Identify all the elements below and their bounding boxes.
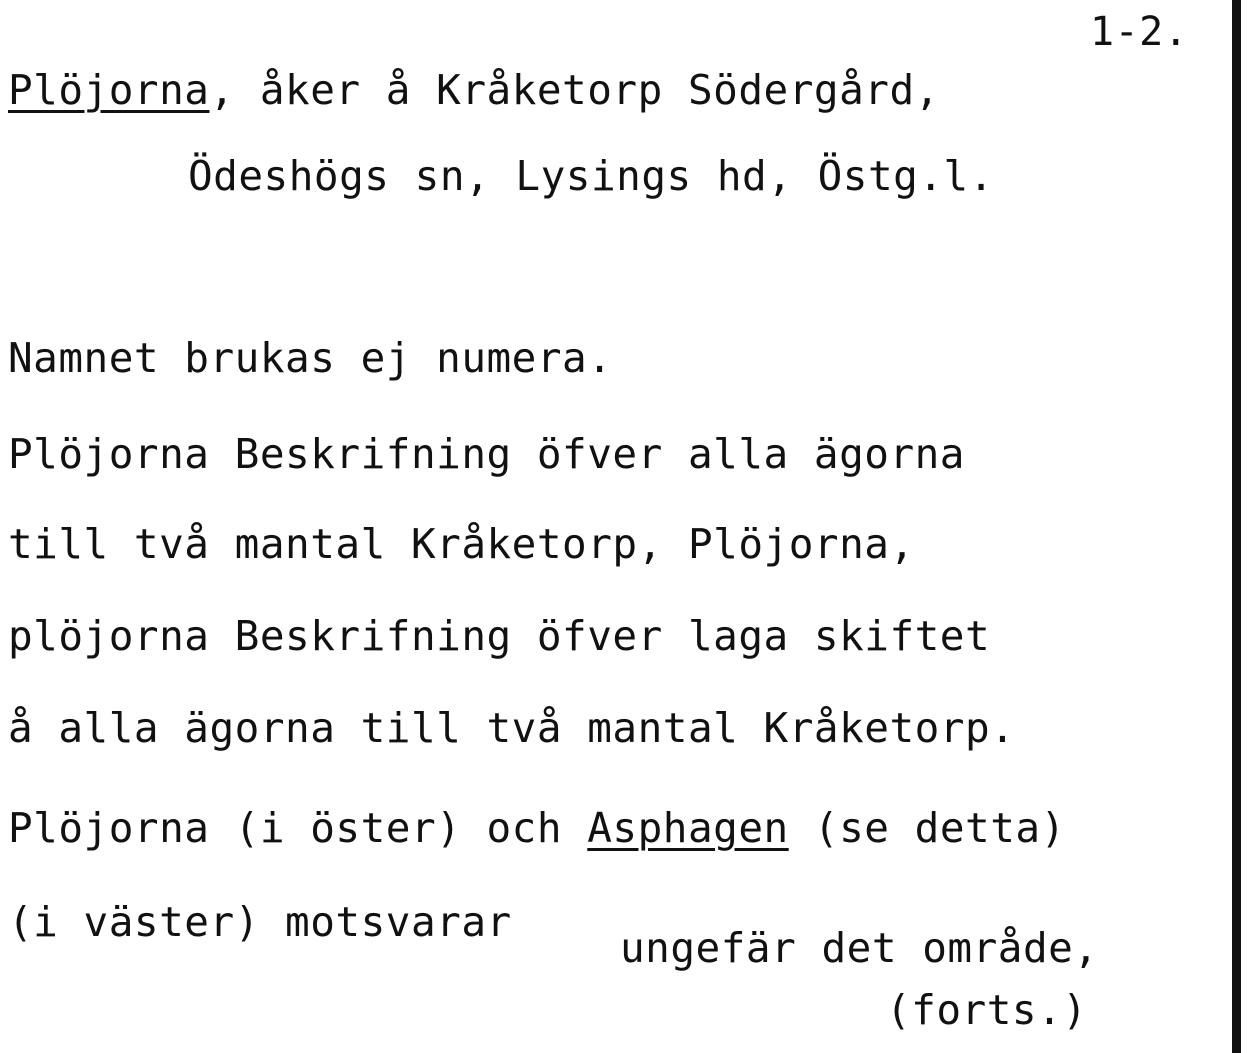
heading-description: , åker å Kråketorp Södergård, — [209, 66, 940, 114]
text-line-source-1: Plöjorna Beskrifning öfver alla ägorna — [8, 430, 965, 478]
heading-line — [8, 66, 940, 114]
location-line: Ödeshögs sn, Lysings hd, Östg.l. — [188, 152, 994, 200]
cross-reference-link: Asphagen — [587, 804, 789, 852]
text-line-source-1-cont: till två mantal Kråketorp, Plöjorna, — [8, 520, 915, 568]
text-line-location-desc-end: ungefär det område, — [620, 924, 1099, 972]
text-fragment: (se detta) — [788, 804, 1066, 852]
text-fragment: Plöjorna (i öster) och — [8, 804, 588, 852]
text-line-source-2-cont: å alla ägorna till två mantal Kråketorp. — [8, 704, 1016, 752]
text-line-source-2: plöjorna Beskrifning öfver laga skiftet — [8, 612, 991, 660]
continued-marker: (forts.) — [886, 986, 1088, 1034]
text-line-location-desc — [8, 804, 1066, 852]
text-line-location-desc-cont: (i väster) motsvarar — [8, 898, 512, 946]
text-line-usage: Namnet brukas ej numera. — [8, 334, 613, 382]
place-name: Plöjorna — [8, 66, 210, 114]
card-number: 1-2. — [1090, 9, 1189, 55]
card-edge-line — [1232, 0, 1241, 1053]
